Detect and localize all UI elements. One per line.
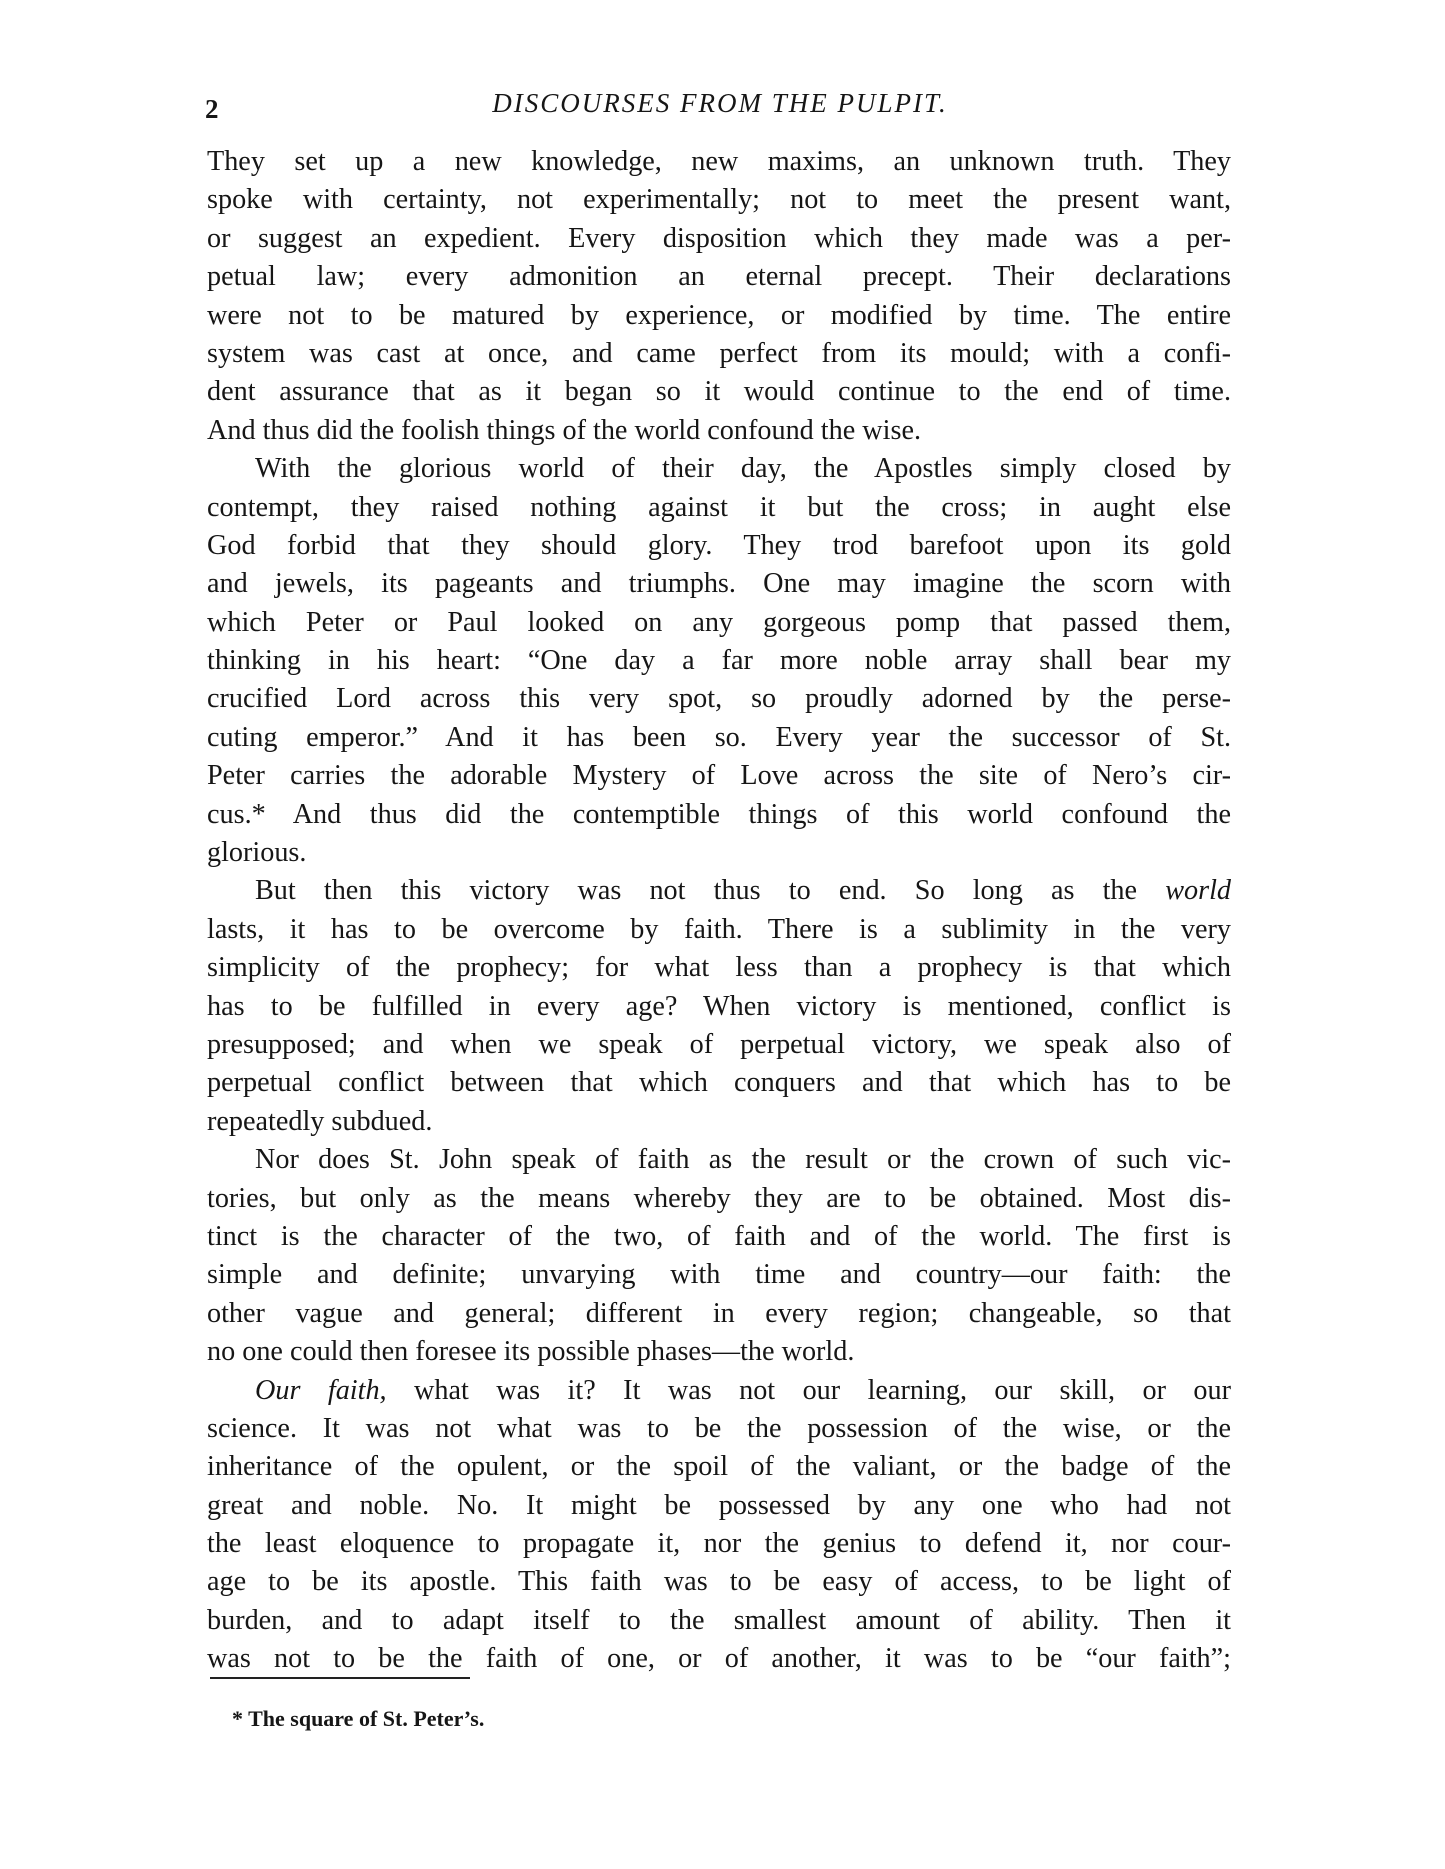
text-run: But then this victory was not thus to end. So long as the bbox=[255, 875, 1138, 907]
text-line: lasts, it has to be overcome by faith. There is a sublimity in the very bbox=[207, 913, 1231, 945]
text-line: crucified Lord across this very spot, so proudly adorned by the perse- bbox=[207, 683, 1231, 715]
footnote-rule bbox=[210, 1677, 470, 1679]
text-line: And thus did the foolish things of the world confound the wise. bbox=[207, 414, 922, 446]
page-number: 2 bbox=[205, 94, 219, 124]
footnote: * The square of St. Peter’s. bbox=[232, 1706, 485, 1731]
text-line: cuting emperor.” And it has been so. Every year the successor of St. bbox=[207, 721, 1231, 753]
text-line: was not to be the faith of one, or of another, it was to be “our faith”; bbox=[207, 1643, 1231, 1675]
text-line: Nor does St. John speak of faith as the result or the crown of such vic- bbox=[255, 1144, 1231, 1176]
emphasized-word: world bbox=[1165, 875, 1232, 907]
text-line bbox=[207, 872, 1231, 910]
text-line: great and noble. No. It might be possessed by any one who had not bbox=[207, 1489, 1231, 1521]
text-line: thinking in his heart: “One day a far more noble array shall bear my bbox=[207, 645, 1231, 677]
text-line: perpetual conflict between that which conquers and that which has to be bbox=[207, 1067, 1231, 1099]
text-line: With the glorious world of their day, the Apostles simply closed by bbox=[255, 453, 1231, 485]
text-line: presupposed; and when we speak of perpetual victory, we speak also of bbox=[207, 1028, 1231, 1060]
text-line: spoke with certainty, not experimentally; not to meet the present want, bbox=[207, 184, 1231, 216]
text-line: science. It was not what was to be the possession of the wise, or the bbox=[207, 1412, 1231, 1444]
text-line: simplicity of the prophecy; for what less than a prophecy is that which bbox=[207, 952, 1231, 984]
text-run: what was it? It was not our learning, our skill, or our bbox=[414, 1374, 1231, 1406]
text-line: tories, but only as the means whereby they are to be obtained. Most dis- bbox=[207, 1182, 1231, 1214]
text-line: no one could then foresee its possible phases—the world. bbox=[207, 1336, 855, 1368]
text-line: age to be its apostle. This faith was to be easy of access, to be light of bbox=[207, 1566, 1231, 1598]
text-line: glorious. bbox=[207, 837, 307, 869]
text-line: has to be fulfilled in every age? When victory is mentioned, conflict is bbox=[207, 990, 1231, 1022]
running-title: DISCOURSES FROM THE PULPIT. bbox=[492, 88, 948, 118]
text-line: Peter carries the adorable Mystery of Love across the site of Nero’s cir- bbox=[207, 760, 1231, 792]
text-line: system was cast at once, and came perfect from its mould; with a confi- bbox=[207, 337, 1231, 369]
text-line: were not to be matured by experience, or modified by time. The entire bbox=[207, 299, 1231, 331]
text-line: which Peter or Paul looked on any gorgeous pomp that passed them, bbox=[207, 606, 1231, 638]
text-line: dent assurance that as it began so it would continue to the end of time. bbox=[207, 376, 1231, 408]
text-line bbox=[207, 1372, 1231, 1410]
text-line: the least eloquence to propagate it, nor the genius to defend it, nor cour- bbox=[207, 1528, 1231, 1560]
text-line: inheritance of the opulent, or the spoil of the valiant, or the badge of the bbox=[207, 1451, 1231, 1483]
emphasized-word: Our faith, bbox=[255, 1374, 387, 1406]
running-head bbox=[205, 88, 1235, 128]
text-line: God forbid that they should glory. They trod barefoot upon its gold bbox=[207, 529, 1231, 561]
text-line: or suggest an expedient. Every disposition which they made was a per- bbox=[207, 222, 1231, 254]
body-text bbox=[207, 143, 1231, 1679]
text-line: tinct is the character of the two, of faith and of the world. The first is bbox=[207, 1220, 1231, 1252]
text-line: petual law; every admonition an eternal precept. Their declarations bbox=[207, 261, 1231, 293]
text-line: simple and definite; unvarying with time and country—our faith: the bbox=[207, 1259, 1231, 1291]
text-line: burden, and to adapt itself to the smallest amount of ability. Then it bbox=[207, 1604, 1231, 1636]
text-line: repeatedly subdued. bbox=[207, 1105, 433, 1137]
text-line: other vague and general; different in every region; changeable, so that bbox=[207, 1297, 1231, 1329]
text-line: contempt, they raised nothing against it but the cross; in aught else bbox=[207, 491, 1231, 523]
text-line: cus.* And thus did the contemptible things of this world confound the bbox=[207, 798, 1231, 830]
text-line: and jewels, its pageants and triumphs. One may imagine the scorn with bbox=[207, 568, 1231, 600]
text-line: They set up a new knowledge, new maxims, an unknown truth. They bbox=[207, 146, 1231, 177]
